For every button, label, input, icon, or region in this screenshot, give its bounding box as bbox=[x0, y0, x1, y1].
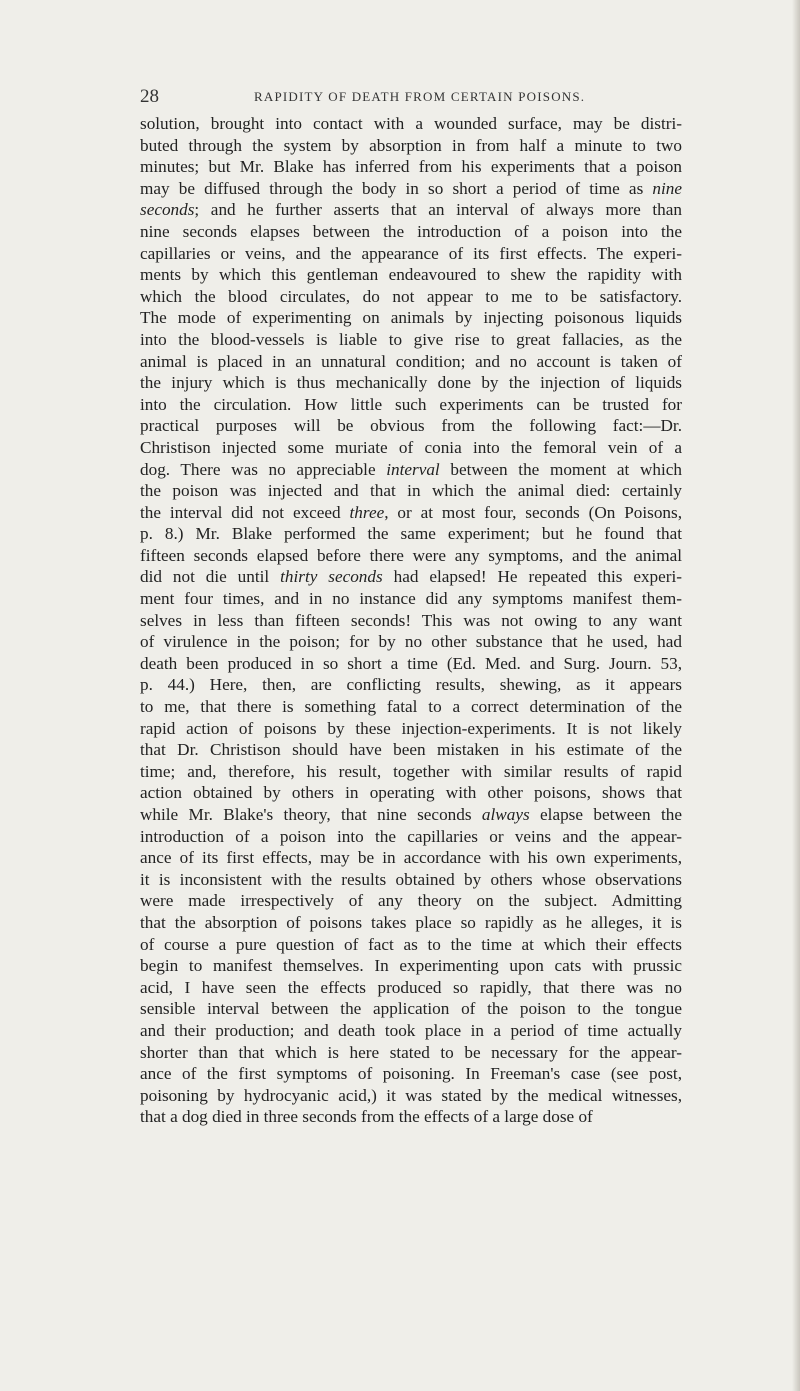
text-line: fifteen seconds elapsed before there were any symptoms, and the animal bbox=[140, 545, 682, 565]
text-line: were made irrespectively of any theory on the subject. Admitting bbox=[140, 891, 682, 911]
text-line: The mode of experimenting on animals by injecting poisonous liquids bbox=[140, 308, 682, 328]
text-line: ance of the first symptoms of poisoning. In Freeman's case (see post, bbox=[140, 1064, 682, 1084]
text-line: capillaries or veins, and the appearance of its first effects. The experi- bbox=[140, 243, 682, 263]
text-line: into the circulation. How little such experiments can be trusted for bbox=[140, 394, 682, 414]
text-line: p. 8.) Mr. Blake performed the same experiment; but he found that bbox=[140, 524, 682, 544]
text-line: nine seconds elapses between the introduction of a poison into the bbox=[140, 221, 682, 241]
body-paragraph bbox=[140, 113, 682, 1128]
text-line: death been produced in so short a time (Ed. Med. and Surg. Journ. 53, bbox=[140, 653, 682, 673]
text-line: the injury which is thus mechanically done by the injection of liquids bbox=[140, 373, 682, 393]
text-line: p. 44.) Here, then, are conflicting results, shewing, as it appears bbox=[140, 675, 682, 695]
text-line: Christison injected some muriate of conia into the femoral vein of a bbox=[140, 437, 682, 457]
text-line: and their production; and death took place in a period of time actually bbox=[140, 1020, 682, 1040]
text-line: solution, brought into contact with a wounded surface, may be distri- bbox=[140, 114, 682, 133]
text-line: seconds; and he further asserts that an interval of always more than bbox=[140, 200, 682, 220]
italic-phrase: nine bbox=[652, 178, 682, 198]
text-line: ment four times, and in no instance did any symptoms manifest them- bbox=[140, 589, 682, 609]
text-line: introduction of a poison into the capillaries or veins and the appear- bbox=[140, 826, 682, 846]
italic-phrase: thirty seconds bbox=[280, 567, 383, 587]
running-head: RAPIDITY OF DEATH FROM CERTAIN POISONS. bbox=[254, 89, 586, 104]
text-line: practical purposes will be obvious from the following fact:—Dr. bbox=[140, 416, 682, 436]
text-line: poisoning by hydrocyanic acid,) it was stated by the medical witnesses, bbox=[140, 1085, 682, 1105]
text-line: shorter than that which is here stated to be necessary for the appear- bbox=[140, 1042, 682, 1062]
italic-phrase: three bbox=[349, 502, 385, 522]
text-line: minutes; but Mr. Blake has inferred from his experiments that a poison bbox=[140, 157, 682, 177]
text-line: to me, that there is something fatal to a correct determination of the bbox=[140, 697, 682, 717]
text-line: of virulence in the poison; for by no other substance that he used, had bbox=[140, 632, 682, 652]
text-line: action obtained by others in operating with other poisons, shows that bbox=[140, 783, 682, 803]
text-line: the poison was injected and that in which the animal died: certainly bbox=[140, 481, 682, 501]
text-line: that Dr. Christison should have been mistaken in his estimate of the bbox=[140, 740, 682, 760]
text-line: that a dog died in three seconds from the effects of a large dose of bbox=[140, 1107, 593, 1127]
text-line: it is inconsistent with the results obtained by others whose observations bbox=[140, 869, 682, 889]
text-line: acid, I have seen the effects produced so rapidly, that there was no bbox=[140, 977, 682, 997]
text-line: selves in less than fifteen seconds! This was not owing to any want bbox=[140, 610, 682, 630]
text-line: into the blood-vessels is liable to give rise to great fallacies, as the bbox=[140, 329, 682, 349]
text-line: did not die until thirty seconds had elapsed! He repeated this experi- bbox=[140, 567, 683, 587]
italic-phrase: seconds bbox=[140, 200, 195, 220]
text-line: sensible interval between the application of the poison to the tongue bbox=[140, 999, 682, 1019]
text-line: ance of its first effects, may be in accordance with his own experiments, bbox=[140, 848, 682, 868]
text-line: rapid action of poisons by these injection-experiments. It is not likely bbox=[140, 718, 682, 738]
page-header bbox=[140, 86, 700, 108]
italic-phrase: interval bbox=[386, 459, 440, 479]
text-line: while Mr. Blake's theory, that nine seconds always elapse between the bbox=[140, 805, 682, 824]
text-line: may be diffused through the body in so short a period of time as nine bbox=[140, 178, 682, 198]
page-edge-shadow bbox=[792, 0, 800, 1391]
text-line: ments by which this gentleman endeavoured to shew the rapidity with bbox=[140, 265, 682, 285]
italic-phrase: always bbox=[481, 805, 530, 824]
text-line: dog. There was no appreciable interval between the moment at which bbox=[140, 459, 682, 479]
text-line: buted through the system by absorption in from half a minute to two bbox=[140, 135, 682, 155]
text-line: the interval did not exceed three, or at most four, seconds (On Poisons, bbox=[140, 502, 683, 522]
page-number: 28 bbox=[140, 86, 159, 107]
text-line: which the blood circulates, do not appear to me to be satisfactory. bbox=[140, 286, 682, 306]
text-line: time; and, therefore, his result, together with similar results of rapid bbox=[140, 761, 682, 781]
text-line: that the absorption of poisons takes place so rapidly as he alleges, it is bbox=[140, 912, 682, 932]
text-line: begin to manifest themselves. In experimenting upon cats with prussic bbox=[140, 956, 682, 976]
text-line: of course a pure question of fact as to the time at which their effects bbox=[140, 934, 682, 954]
text-line: animal is placed in an unnatural condition; and no account is taken of bbox=[140, 351, 682, 371]
